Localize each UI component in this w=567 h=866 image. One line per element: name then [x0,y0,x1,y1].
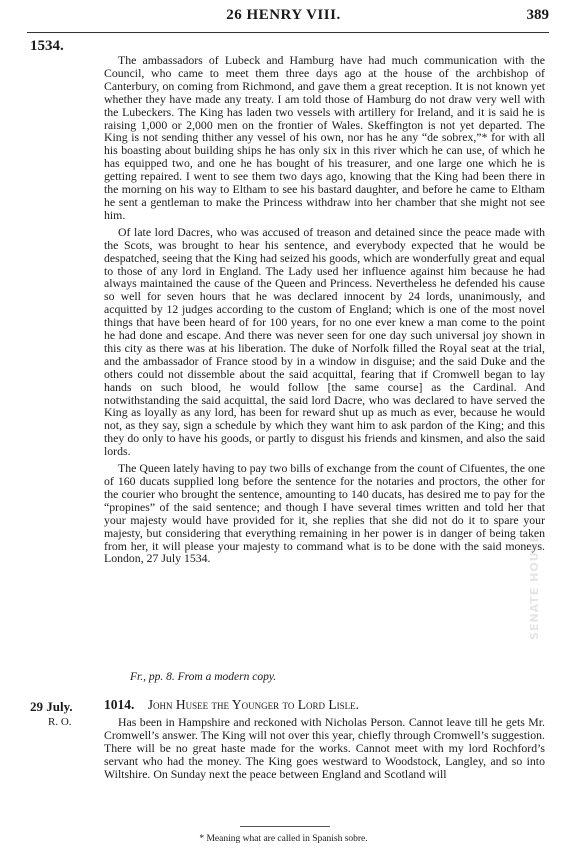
stamp-watermark: SENATE HOUSE [528,533,541,640]
footnote-rule [240,826,330,827]
entry-body [104,716,545,781]
entry-number: 1014. [104,697,135,712]
source-note: Fr., pp. 8. From a modern copy. [130,671,277,683]
entry-text: Has been in Hampshire and reckoned with Nicholas Person. Cannot leave till he gets Mr. Cromwell’s answer. The King will not over this year, chiefly through Cromwell’s suggestion. There will be no great haste made for the works. Cannot meet with my lord Rochford’s servant who had the money. The King goes westward to Woodstock, Langley, and so into Wiltshire. On Sunday next the peace between England and Scotland will [104,715,545,781]
footnote: * Meaning what are called in Spanish sobre. [199,834,368,844]
page-number: 389 [526,7,549,23]
margin-year: 1534. [30,38,64,54]
entry-title: John Husee the Younger to Lord Lisle. [147,697,359,712]
body-paragraph: Of late lord Dacres, who was accused of treason and detained since the peace made with the Scots, was brought to hear his sentence, and everybody expected that he would be despatched, seeing that the King had seized his goods, which are wonderfully great and equal to those of any lord in England. The Lady used her influence against him because he had always maintained the cause of the Queen and Princess. Nevertheless he defended his cause so well for seven hours that he was declared innocent by 24 lords, unanimously, and acquitted by 12 judges according to the custom of England; which is one of the most novel things that have been heard of for 100 years, for no one ever knew a man come to the point he had done and escape. And there was never seen for one day such universal joy shown in this city as there was at his liberation. The duke of Norfolk filled the Royal seat at the trial, and the ambassador of France stood by in a window in disguise; and the said Duke and the others could not dissemble about the said acquittal, fearing that if Cromwell began to lay hands on such blood, he would follow [the same course] as the Cardinal. And notwithstanding the said acquittal, the said lord Dacre, who was declared to have served the King as loyally as any lord, has been for reward shut up as much as ever, because he would not, as they say, sign a schedule by which they want him to ask pardon of the King; and this they do only to have his goods, or partly to disgust his friends and kinsmen, and also the said lords. [104,224,545,459]
running-header-title: 26 HENRY VIII. [226,7,341,23]
body-paragraph: The ambassadors of Lubeck and Hamburg have had much communication with the Council, who came to meet them three days ago at the house of the archbishop of Canterbury, on coming from Richmond, and gave them a great reception. It is not known yet whether they have made any treaty. I am told those of Hamburg do not draw very well with the Lubeckers. The King has laden two vessels with artillery for Ireland, and it is said he is raising 1,000 or 2,000 men on the frontier of Wales. Skeffington is not yet departed. The King is not sending thither any vessel of his own, nor has he any “de sobrex,”* for with all his boasting about building ships he has only six in this river which he can use, of which he has equipped two, and one he has bought of his treasurer, and one large one which he is getting repaired. I went to see them two days ago, knowing that the King had been there in the morning on his way to Eltham to see his bastard daughter, and before he came to Eltham he sent a gentleman to make the Princess withdraw into her chamber that she might not see him. [104,53,545,222]
entry-source: R. O. [48,716,72,728]
letter-body [104,54,545,565]
body-paragraph: The Queen lately having to pay two bills of exchange from the count of Cifuentes, the one of 160 ducats supplied long before the sentence for the notaries and proctors, the other for the courier who brought the sentence, amounting to 140 ducats, has desired me to pay for the “propines” of the said sentence; and though I have several times written and told her that your majesty would have provided for it, she replies that she did not do it to spare your majesty, but considering that everything remaining in her power is in danger of being taken from her, it will please your majesty to command what is to be done with the said moneys. London, 27 July 1534. [104,461,545,566]
entry-heading [104,697,359,713]
header-rule [27,32,549,33]
entry-date: 29 July. [30,699,73,714]
